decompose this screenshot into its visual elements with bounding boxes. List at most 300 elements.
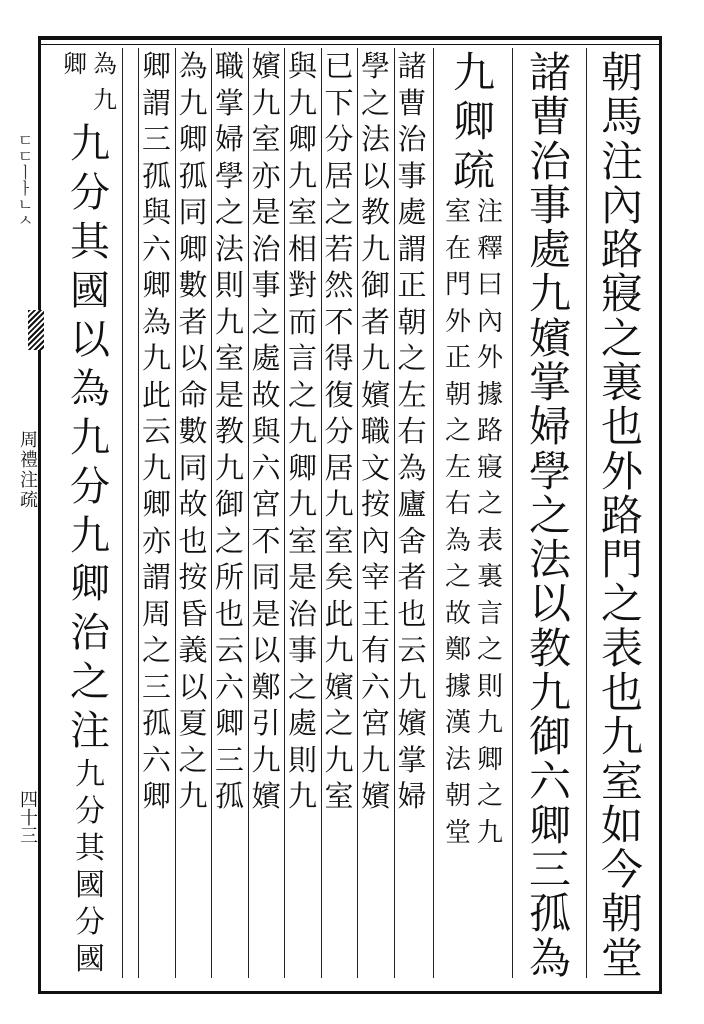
character: 與 (287, 49, 317, 83)
character: 之 (477, 489, 504, 519)
commentary-right (93, 52, 117, 124)
character: 按 (178, 560, 208, 594)
character: 以 (70, 316, 110, 363)
character: 室 (444, 197, 471, 227)
character: 之 (600, 313, 643, 363)
character: 九 (600, 712, 643, 762)
character: 事 (397, 158, 427, 193)
character: 法 (214, 231, 244, 266)
character: 卿 (287, 122, 317, 156)
character: 國 (75, 868, 105, 904)
character: 以 (178, 341, 208, 375)
character: 三 (141, 122, 171, 156)
character: 義 (178, 633, 208, 667)
character: 之 (214, 195, 244, 229)
character: 以 (178, 669, 208, 704)
fishtail-mark (28, 310, 44, 350)
commentary-right (477, 199, 503, 856)
character: 外 (477, 343, 504, 373)
character: 治 (528, 136, 571, 186)
character: 內 (477, 306, 504, 337)
character: 復 (324, 377, 354, 412)
character: 學 (360, 49, 390, 83)
character: 處 (528, 225, 571, 275)
frame-inner-top-line (38, 44, 662, 45)
text-column-8 (213, 49, 247, 982)
character: 九 (477, 708, 504, 738)
character: 以 (528, 579, 571, 629)
character: 之 (528, 490, 571, 540)
character: 九 (287, 85, 317, 120)
character: 左 (397, 377, 427, 412)
character: 嬪 (324, 669, 354, 704)
character: 之 (477, 781, 504, 811)
character: 之 (324, 195, 354, 229)
character: 同 (178, 450, 208, 485)
character: 之 (477, 635, 504, 665)
character: 也 (600, 402, 643, 452)
text-column-0 (594, 48, 650, 983)
character: 之 (360, 85, 390, 120)
character: 者 (397, 560, 427, 594)
character: 云 (141, 414, 171, 448)
character: 以 (360, 158, 390, 193)
text-column-3 (395, 49, 429, 982)
character: 亦 (251, 158, 281, 193)
character: 堂 (600, 933, 643, 983)
character: 數 (178, 268, 208, 302)
character: 是 (251, 596, 281, 631)
character: 治 (251, 231, 281, 266)
character: 御 (214, 487, 244, 521)
character: 九 (93, 86, 117, 114)
character: 九 (360, 742, 390, 777)
character: 為 (141, 304, 171, 339)
character: 九 (75, 757, 105, 793)
character: 所 (214, 560, 244, 594)
character: 六 (141, 231, 171, 266)
character: 九 (287, 158, 317, 193)
character: 矣 (324, 560, 354, 594)
character: 為 (444, 525, 471, 556)
character: 職 (360, 414, 390, 448)
character: 三 (214, 742, 244, 777)
character: 九 (251, 742, 281, 777)
character: 事 (287, 633, 317, 667)
character: 卿 (141, 487, 171, 521)
character: 九 (214, 304, 244, 339)
text-column-7 (249, 49, 283, 982)
character: 也 (214, 596, 244, 631)
character: 廬 (397, 487, 427, 521)
character: 諸 (397, 49, 427, 83)
character: 六 (251, 450, 281, 485)
character: 亦 (141, 523, 171, 558)
column-rule (122, 48, 123, 978)
character: 掌 (397, 742, 427, 777)
character: 室 (287, 195, 317, 229)
character: 室 (324, 523, 354, 558)
character: 為 (178, 49, 208, 83)
character: 九 (70, 512, 110, 559)
commentary-left (63, 52, 87, 124)
character: 曹 (528, 92, 571, 142)
character: 漢 (444, 708, 471, 738)
character: 宮 (360, 706, 390, 740)
character: 之 (178, 742, 208, 777)
character: 謂 (141, 560, 171, 594)
page-number-margin: 四十三 (17, 790, 38, 844)
character: 九 (251, 85, 281, 120)
character: 治 (397, 122, 427, 156)
character: 也 (178, 523, 208, 558)
character: 表 (600, 623, 643, 673)
character: 學 (528, 446, 571, 496)
character: 云 (214, 633, 244, 667)
character: 學 (214, 158, 244, 193)
character: 正 (397, 268, 427, 302)
character: 朝 (444, 781, 471, 811)
character: 九 (70, 121, 110, 167)
character: 九 (324, 487, 354, 521)
character: 馬 (600, 92, 643, 142)
column-rule (211, 48, 212, 978)
character: 卿 (141, 268, 171, 302)
character: 此 (141, 377, 171, 412)
character: 之 (70, 659, 110, 706)
character: 左 (444, 452, 471, 483)
character: 按 (360, 487, 390, 521)
character: 處 (287, 706, 317, 740)
commentary-pair (63, 52, 117, 124)
character: 故 (178, 487, 208, 521)
character: 言 (477, 598, 504, 629)
character: 之 (600, 579, 643, 629)
character: 對 (287, 268, 317, 302)
character: 孤 (214, 779, 244, 813)
character: 卿 (477, 744, 504, 775)
character: 之 (287, 377, 317, 412)
character: 外 (600, 446, 643, 496)
character: 孤 (141, 706, 171, 740)
character: 與 (251, 414, 281, 448)
character: 鄭 (444, 635, 471, 665)
character: 法 (528, 535, 571, 585)
character: 九 (397, 669, 427, 704)
character: 以 (251, 633, 281, 667)
character: 之 (444, 562, 471, 592)
character: 據 (477, 379, 504, 410)
text-column-5 (322, 49, 356, 982)
character: 右 (397, 414, 427, 448)
column-rule (433, 48, 434, 978)
character: 室 (287, 523, 317, 558)
character: 其 (70, 218, 110, 265)
character: 九 (477, 817, 504, 848)
character: 寢 (477, 452, 504, 483)
character: 宮 (251, 487, 281, 521)
character: 九 (528, 269, 571, 319)
character: 釋 (477, 233, 504, 264)
character: 六 (141, 742, 171, 777)
character: 內 (360, 523, 390, 558)
text-column-10 (140, 49, 174, 982)
character: 九 (287, 779, 317, 813)
character: 孤 (528, 889, 571, 939)
character: 九 (178, 779, 208, 813)
character: 婦 (528, 402, 571, 452)
character: 下 (324, 85, 354, 120)
character: 嬪 (251, 49, 281, 83)
text-column-4 (359, 49, 393, 982)
character: 謂 (141, 85, 171, 120)
character: 為 (93, 50, 117, 78)
character: 國 (75, 941, 105, 977)
character: 寢 (600, 269, 643, 319)
character: 門 (444, 270, 471, 300)
character: 然 (324, 268, 354, 302)
character: 外 (444, 306, 471, 337)
character: 分 (324, 414, 354, 448)
character: 之 (444, 416, 471, 446)
character: 室 (251, 122, 281, 156)
character: 事 (251, 268, 281, 302)
character: 之 (251, 304, 281, 339)
character: 御 (360, 268, 390, 302)
character: 則 (287, 742, 317, 777)
character: 之 (397, 341, 427, 375)
character: 曹 (397, 85, 427, 120)
character: 卿 (452, 97, 495, 146)
column-rule (284, 48, 285, 978)
character: 故 (444, 598, 471, 629)
character: 數 (178, 414, 208, 448)
character: 居 (324, 158, 354, 193)
character: 三 (528, 845, 571, 895)
character: 職 (214, 49, 244, 83)
character: 九 (528, 667, 571, 717)
character: 不 (324, 304, 354, 339)
character: 婦 (214, 122, 244, 156)
character: 若 (324, 231, 354, 266)
character: 室 (600, 756, 643, 806)
character: 六 (214, 669, 244, 704)
character: 卿 (141, 49, 171, 83)
character: 則 (214, 268, 244, 302)
character: 分 (75, 905, 105, 940)
character: 之 (214, 523, 244, 558)
column-rule (357, 48, 358, 978)
character: 謂 (397, 231, 427, 266)
character: 表 (477, 525, 504, 556)
character: 朝 (600, 48, 643, 97)
character: 疏 (452, 146, 495, 195)
character: 九 (360, 231, 390, 266)
character: 為 (397, 450, 427, 485)
character: 昏 (178, 596, 208, 631)
character: 是 (214, 377, 244, 412)
commentary-left (445, 199, 471, 856)
character: 九 (324, 742, 354, 777)
character: 卿 (178, 122, 208, 156)
column-rule (175, 48, 176, 978)
character: 卿 (141, 779, 171, 813)
character: 裏 (477, 562, 504, 592)
character: 教 (528, 623, 571, 673)
character: 卿 (178, 231, 208, 266)
character: 者 (178, 304, 208, 339)
character: 舍 (397, 523, 427, 558)
character: 是 (287, 560, 317, 594)
column-rule (586, 48, 587, 978)
character: 門 (600, 535, 643, 585)
character: 云 (397, 633, 427, 667)
character: 之 (287, 669, 317, 704)
character: 分 (75, 794, 105, 830)
character: 路 (600, 225, 643, 275)
character: 也 (397, 596, 427, 631)
character: 朝 (600, 889, 643, 939)
character: 九 (178, 85, 208, 120)
character: 法 (360, 122, 390, 156)
character: 卿 (528, 800, 571, 850)
character: 曰 (477, 270, 504, 300)
character: 卿 (214, 706, 244, 740)
character: 堂 (444, 817, 471, 848)
column-rule (394, 48, 395, 978)
character: 法 (444, 744, 471, 775)
character: 卿 (287, 450, 317, 485)
character: 嬪 (251, 779, 281, 813)
character: 夏 (178, 706, 208, 740)
character: 朝 (444, 379, 471, 410)
character: 在 (444, 233, 471, 264)
character: 治 (287, 596, 317, 631)
character: 為 (528, 933, 571, 983)
character: 處 (397, 195, 427, 229)
character: 教 (360, 195, 390, 229)
character: 事 (528, 180, 571, 230)
character: 注 (600, 136, 643, 186)
column-rule (321, 48, 322, 978)
character: 周 (141, 596, 171, 631)
text-column-2-head (446, 48, 502, 199)
text-column-9 (176, 49, 210, 982)
character: 嬪 (360, 779, 390, 813)
character: 分 (70, 463, 110, 510)
character: 內 (600, 180, 643, 230)
character: 為 (70, 365, 110, 412)
character: 九 (324, 633, 354, 667)
character: 文 (360, 450, 390, 485)
character: 據 (444, 671, 471, 702)
character: 之 (141, 633, 171, 667)
character: 處 (251, 341, 281, 375)
character: 六 (528, 756, 571, 806)
character: 九 (360, 341, 390, 375)
commentary-pair (445, 199, 503, 856)
character: 嬪 (397, 706, 427, 740)
character: 孤 (141, 158, 171, 193)
character: 治 (70, 610, 110, 657)
character: 者 (360, 304, 390, 339)
character: 分 (70, 169, 110, 216)
text-column-6 (286, 49, 320, 982)
character: 與 (141, 195, 171, 229)
character: 引 (251, 706, 281, 740)
character: 路 (477, 416, 504, 446)
character: 不 (251, 523, 281, 558)
character: 注 (70, 708, 110, 755)
character: 故 (251, 377, 281, 412)
character: 居 (324, 450, 354, 485)
character: 右 (444, 489, 471, 519)
character: 注 (477, 197, 504, 227)
character: 御 (528, 712, 571, 762)
character: 掌 (528, 357, 571, 407)
character: 此 (324, 596, 354, 631)
character: 今 (600, 845, 643, 895)
character: 其 (75, 831, 105, 867)
character: 宰 (360, 560, 390, 594)
character: 卿 (63, 50, 87, 78)
character: 掌 (214, 85, 244, 120)
character: 如 (600, 800, 643, 850)
character: 言 (287, 341, 317, 375)
character: 鄭 (251, 669, 281, 704)
character: 王 (360, 596, 390, 631)
character: 嬪 (528, 313, 571, 363)
character: 有 (360, 633, 390, 667)
character: 分 (324, 122, 354, 156)
margin-top-marks: ㄷㄷㅣㅏㄴㅅ (15, 132, 34, 228)
character: 諸 (528, 48, 571, 97)
character: 朝 (397, 304, 427, 339)
character: 六 (360, 669, 390, 704)
character: 國 (70, 267, 110, 314)
character: 相 (287, 231, 317, 266)
character: 同 (251, 560, 281, 594)
character: 卿 (70, 561, 110, 608)
character: 九 (287, 487, 317, 521)
character: 嬪 (360, 377, 390, 412)
character: 則 (477, 671, 504, 702)
character: 也 (600, 667, 643, 717)
column-rule (248, 48, 249, 978)
text-column-11 (56, 52, 124, 982)
character: 三 (141, 669, 171, 704)
character: 而 (287, 304, 317, 339)
character: 九 (214, 450, 244, 485)
character: 路 (600, 490, 643, 540)
character: 九 (141, 341, 171, 375)
book-title-margin: 周禮注疏 (17, 430, 38, 510)
text-column-2 (440, 48, 508, 982)
character: 室 (324, 779, 354, 813)
character: 教 (214, 414, 244, 448)
character: 正 (444, 343, 471, 373)
character: 九 (70, 414, 110, 461)
character: 室 (214, 341, 244, 375)
character: 孤 (178, 158, 208, 193)
text-column-1 (522, 48, 578, 983)
character: 之 (324, 706, 354, 740)
character: 九 (141, 450, 171, 485)
column-rule (138, 48, 139, 978)
column-rule (512, 48, 513, 978)
character: 得 (324, 341, 354, 375)
character: 是 (251, 195, 281, 229)
